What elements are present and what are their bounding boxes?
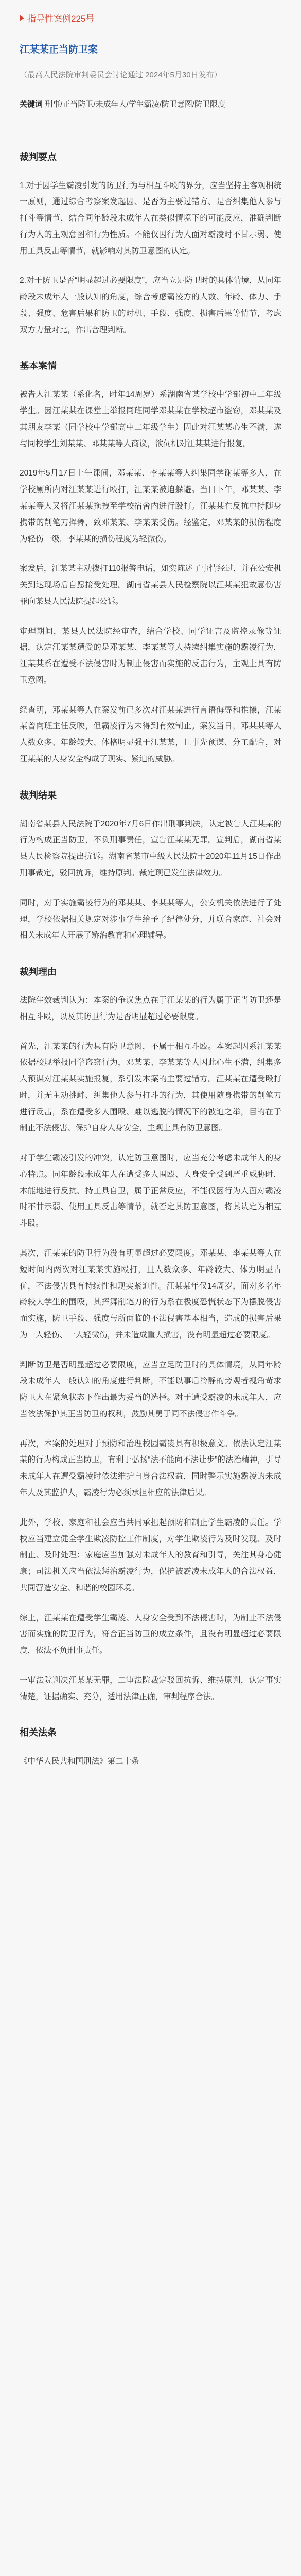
paragraph: 首先，江某某的行为具有防卫意图，不属于相互斗殴。本案起因系江某某依据校规举报同学盗窃行为，邓某某、李某某等人因此心生不满，纠集多人预谋对江某某实施报复，系引发本案的主要过错方。江某某在遭受殴打时，并无主动挑衅、纠集他人参与打斗的行为，其使用随身携带的削笔刀进行反击，系在遭受多人围殴、难以逃脱的情况下的被迫之举，目的在于制止不法侵害、保护自身人身安全，主观上具有防卫意图。 bbox=[20, 1042, 281, 1133]
paragraph: 案发后，江某某主动拨打110报警电话，如实陈述了事情经过，并在公安机关到达现场后自愿接受处理。湖南省某县人民检察院以江某某犯故意伤害罪向某县人民法院提起公诉。 bbox=[20, 564, 281, 606]
paragraph: 判断防卫是否明显超过必要限度，应当立足防卫时的具体情境，从同年龄段未成年人一般认知的角度进行判断，不能以事后冷静的旁观者视角苛求防卫人在紧急状态下作出最为妥当的选择。对于遭受霸凌的未成年人，应当依法保护其正当防卫的权利，鼓励其勇于同不法侵害作斗争。 bbox=[20, 1360, 281, 1418]
case-subtitle: （最高人民法院审判委员会讨论通过 2024年5月30日发布） bbox=[20, 71, 222, 79]
paragraph: 被告人江某某（系化名，时年14周岁）系湖南省某学校中学部初中二年级学生。因江某某在课堂上举报同班同学邓某某在学校超市盗窃，邓某某及其朋友李某（同学校中学部高中二年级学生）因此对江某某心生不满，遂与同校学生刘某某、邓某某等人商议，欲伺机对江某某进行报复。 bbox=[20, 390, 281, 448]
paragraph: 一审法院判决江某某无罪，二审法院裁定驳回抗诉、维持原判，认定事实清楚，证据确实、充分，适用法律正确，审判程序合法。 bbox=[20, 1675, 281, 1701]
keywords bbox=[20, 97, 281, 112]
paragraph: 2.对于防卫是否“明显超过必要限度”，应当立足防卫时的具体情境，从同年龄段未成年人一般认知的角度，综合考虑霸凌方的人数、年龄、体力、手段、强度、危害后果和防卫的时机、手段、强度、损害后果等情节，考虑双方力量对比，作出合理判断。 bbox=[20, 276, 281, 334]
case-title: 江某某正当防卫案 bbox=[20, 44, 98, 55]
paragraph: 对于学生霸凌引发的冲突，认定防卫意图时，应当充分考虑未成年人的身心特点。同年龄段未成年人在遭受多人围殴、人身安全受到严重威胁时，本能地进行反抗、持工具自卫，属于正常反应，不能仅因行为人面对霸凌时不甘示弱、使用工具反击等情节，就否定其防卫意图，将其认定为相互斗殴。 bbox=[20, 1154, 281, 1228]
paragraph: 综上，江某某在遭受学生霸凌、人身安全受到不法侵害时，为制止不法侵害而实施的防卫行为，符合正当防卫的成立条件，且没有明显超过必要限度，依法不负刑事责任。 bbox=[20, 1613, 281, 1655]
section-heading-result: 裁判结果 bbox=[20, 790, 57, 801]
paragraph: 其次，江某某的防卫行为没有明显超过必要限度。邓某某、李某某等人在短时间内两次对江某某实施殴打，且人数众多、年龄较大、体力明显占优，不法侵害具有持续性和现实紧迫性。江某某年仅14周岁，面对多名年龄较大学生的围殴，其挥舞削笔刀的行为系在极度恐慌状态下为摆脱侵害而实施，防卫手段、强度与所面临的不法侵害基本相当，造成的损害后果为一人轻伤、一人轻微伤，并未造成重大损害，没有明显超过必要限度。 bbox=[20, 1249, 281, 1340]
section-heading-laws: 相关法条 bbox=[20, 1727, 57, 1738]
paragraph: 湖南省某县人民法院于2020年7月6日作出刑事判决，认定被告人江某某的行为构成正当防卫，不负刑事责任，宣告江某某无罪。宣判后，湖南省某县人民检察院提出抗诉。湖南省某市中级人民法院于2020年11月15日作出刑事裁定，驳回抗诉，维持原判。裁定现已发生法律效力。 bbox=[20, 819, 281, 877]
section-heading-facts: 基本案情 bbox=[20, 361, 57, 371]
paragraph: 经查明，邓某某等人在案发前已多次对江某某进行言语侮辱和推搡，江某某曾向班主任反映，但霸凌行为未得到有效制止。案发当日，邓某某等人人数众多、年龄较大、体格明显强于江某某，且事先预谋、分工配合，对江某某的人身安全构成了现实、紧迫的威胁。 bbox=[20, 705, 281, 764]
paragraph: 2019年5月17日上午课间，邓某某、李某某等人纠集同学谢某等多人，在学校厕所内对江某某进行殴打，江某某被迫躲避。当日下午，邓某某、李某某等人又将江某某拖拽至学校宿舍内进行殴打。江某某在反抗中持随身携带的削笔刀挥舞，致邓某某、李某某受伤。经鉴定，邓某某的损伤程度为轻伤一级，李某某的损伤程度为轻微伤。 bbox=[20, 469, 281, 544]
paragraph: 审理期间，某县人民法院经审查，结合学校、同学证言及监控录像等证据，认定江某某遭受的是邓某某、李某某等人持续纠集实施的霸凌行为，江某某系在遭受不法侵害时为制止侵害而实施的反击行为，主观上具有防卫意图。 bbox=[20, 626, 281, 685]
paragraph: 同时，对于实施霸凌行为的邓某某、李某某等人，公安机关依法进行了处理，学校依据相关规定对涉事学生给予了纪律处分，并联合家庭、社会对相关未成年人开展了矫治教育和心理辅导。 bbox=[20, 898, 281, 940]
triangle-icon bbox=[20, 15, 24, 21]
case-tag-label: 指导性案例225号 bbox=[27, 14, 95, 24]
paragraph: 再次，本案的处理对于预防和治理校园霸凌具有积极意义。依法认定江某某的行为构成正当防卫，有利于弘扬“法不能向不法让步”的法治精神，引导未成年人在遭受霸凌时依法维护自身合法权益，同时警示实施霸凌的未成年人及其监护人，霸凌行为必须承担相应的法律后果。 bbox=[20, 1439, 281, 1497]
section-heading-reasons: 裁判理由 bbox=[20, 967, 57, 977]
keywords-text: 刑事/正当防卫/未成年人/学生霸凌/防卫意图/防卫限度 bbox=[45, 100, 226, 109]
paragraph: 1.对于因学生霸凌引发的防卫行为与相互斗殴的界分，应当坚持主客观相统一原则，通过综合考察案发起因、是否为主要过错方、是否纠集他人参与打斗等情节，结合同年龄段未成年人在类似情境下的可能反应，准确判断行为人的主观意图和行为性质。不能仅因行为人面对霸凌时不甘示弱、使用工具反击等情节，就影响对其防卫意图的认定。 bbox=[20, 181, 281, 256]
keywords-label: 关键词 bbox=[20, 100, 43, 109]
case-tag bbox=[20, 11, 281, 24]
paragraph: 法院生效裁判认为：本案的争议焦点在于江某某的行为属于正当防卫还是相互斗殴，以及其防卫行为是否明显超过必要限度。 bbox=[20, 996, 281, 1021]
law-item: 《中华人民共和国刑法》第二十条 bbox=[20, 1757, 139, 1766]
paragraph: 此外，学校、家庭和社会应当共同承担起预防和制止学生霸凌的责任。学校应当建立健全学生欺凌防控工作制度，对学生欺凌行为及时发现、及时制止、及时处理；家庭应当加强对未成年人的教育和引导，关注其身心健康；司法机关应当依法惩治霸凌行为，保护被霸凌未成年人的合法权益，共同营造安全、和谐的校园环境。 bbox=[20, 1518, 281, 1592]
section-heading-main-points: 裁判要点 bbox=[20, 151, 57, 162]
